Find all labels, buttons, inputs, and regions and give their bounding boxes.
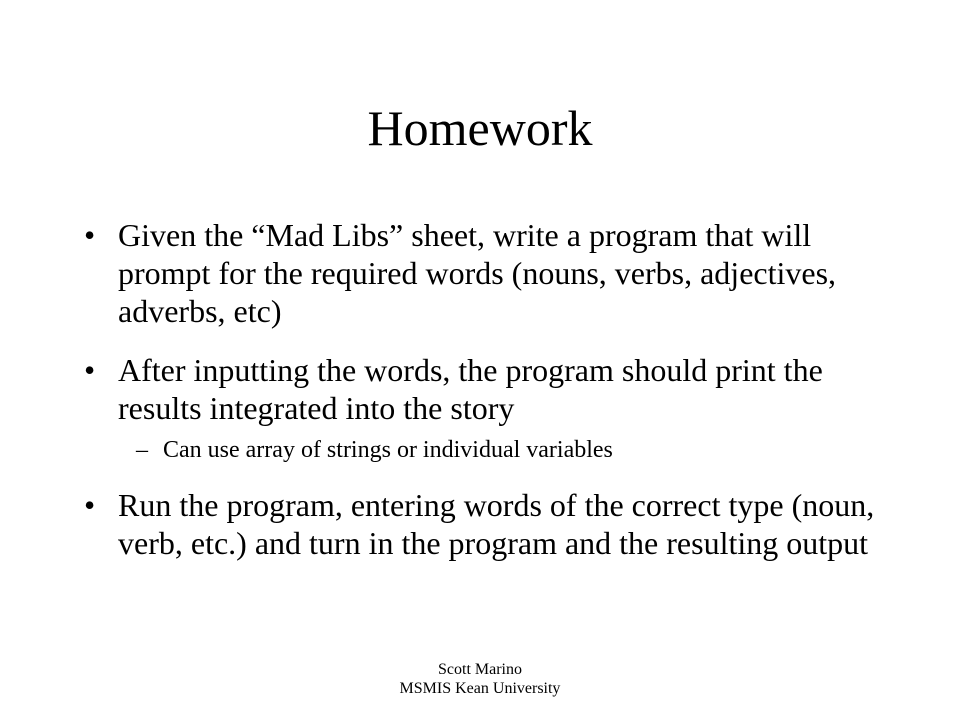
- slide-title: Homework: [367, 100, 593, 156]
- bullet-text: Given the “Mad Libs” sheet, write a program that will prompt for the required words (nouns, verbs, adjectives, adverbs, etc): [118, 217, 837, 329]
- bullet-item: [84, 351, 884, 465]
- bullet-icon: •: [84, 352, 96, 388]
- bullet-icon: •: [84, 487, 96, 523]
- slide-footer: [0, 660, 960, 698]
- footer-affiliation: MSMIS Kean University: [399, 680, 561, 697]
- sub-bullet-list: [118, 435, 884, 465]
- bullet-text: After inputting the words, the program should print the results integrated into the story: [118, 352, 823, 426]
- bullet-item: [84, 486, 884, 562]
- footer-author: Scott Marino: [438, 661, 522, 678]
- bullet-text: Run the program, entering words of the correct type (noun, verb, etc.) and turn in the program and the resulting output: [118, 487, 875, 561]
- dash-icon: –: [136, 437, 148, 463]
- sub-bullet-text: Can use array of strings or individual variables: [163, 437, 613, 463]
- bullet-icon: •: [84, 217, 96, 253]
- bullet-item: [84, 216, 884, 330]
- sub-bullet-item: [118, 435, 884, 465]
- bullet-list: [84, 216, 884, 583]
